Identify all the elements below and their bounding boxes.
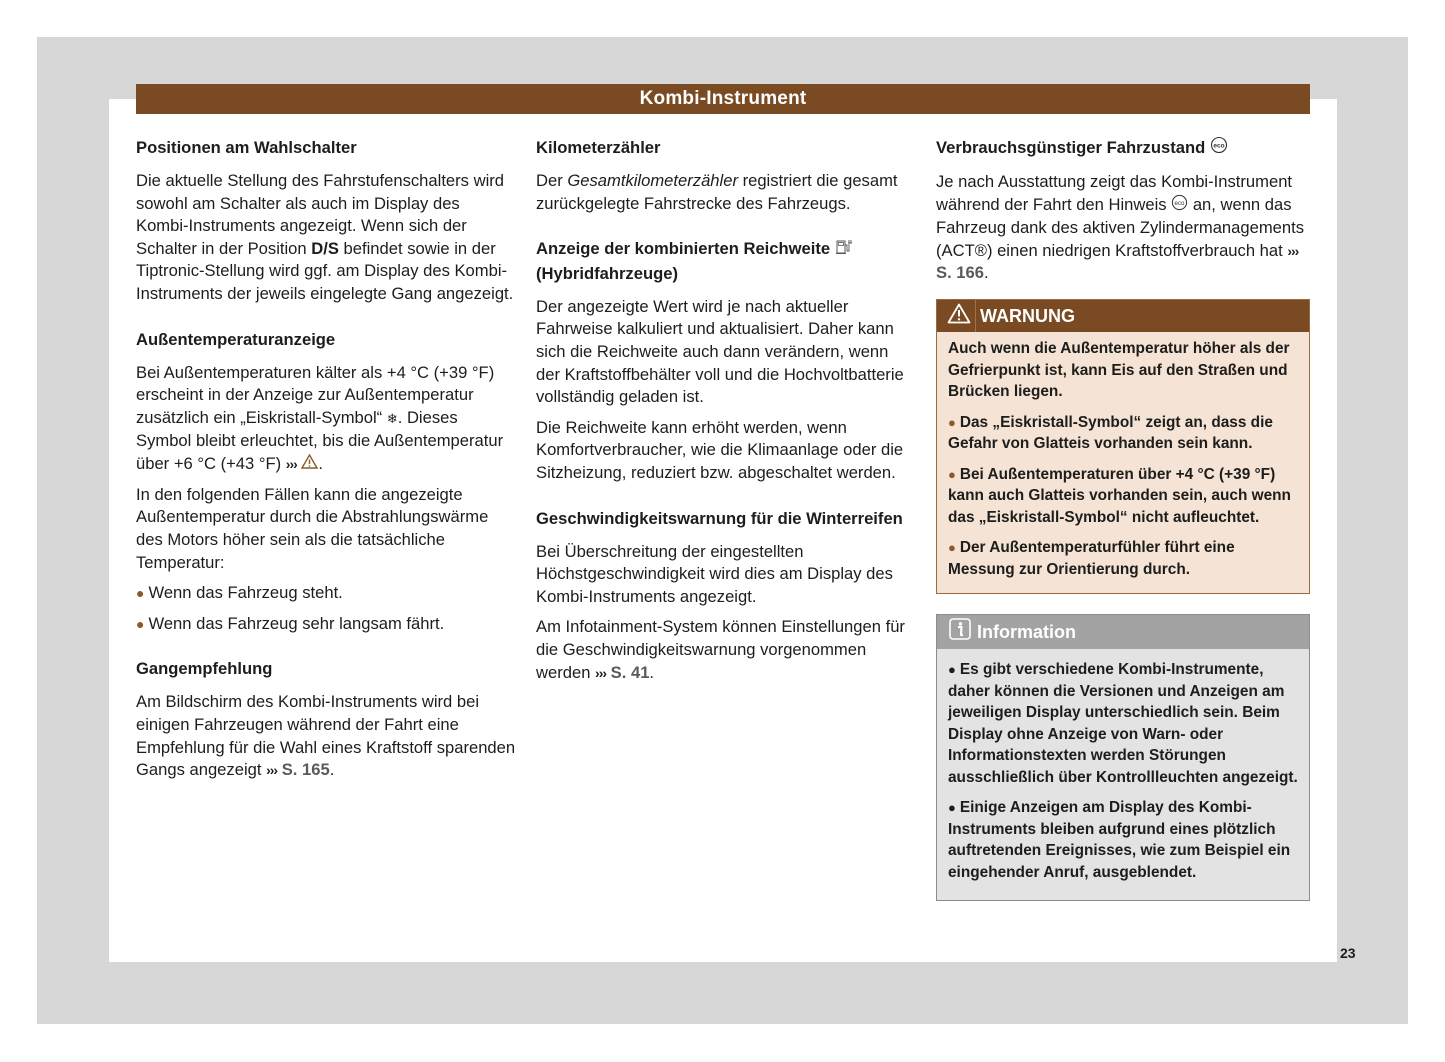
page-reference-link[interactable]: S. 166 bbox=[936, 263, 984, 283]
text: Das „Eiskristall-Symbol“ zeigt an, dass die Gefahr von Glatteis vorhanden sein kann. bbox=[948, 413, 1273, 453]
list-item bbox=[948, 537, 1298, 580]
bullet-icon: ● bbox=[948, 414, 956, 430]
term: Gesamtkilometerzähler bbox=[567, 171, 738, 190]
paragraph: Der angezeigte Wert wird je nach aktueller Fahrweise kalkuliert und aktualisiert. Daher kann sich die Reichweite auch dann verändern, wenn der Kraftstoffbehälter voll und die Hochvoltbatterie vollständig geladen ist. bbox=[536, 296, 904, 407]
text: Verbrauchsgünstiger Fahrzustand bbox=[936, 138, 1206, 157]
information-box bbox=[936, 614, 1310, 901]
text: Je nach Ausstattung zeigt das Kombi-Instrument während der Fahrt den Hinweis bbox=[936, 172, 1293, 214]
svg-text:eco: eco bbox=[1213, 142, 1225, 150]
section-wahlschalter bbox=[136, 136, 516, 306]
heading: Geschwindigkeitswarnung für die Winterreifen bbox=[536, 508, 903, 528]
gear-position-label: D/S bbox=[311, 238, 339, 258]
bullet-icon: ● bbox=[948, 540, 956, 556]
warning-intro: Auch wenn die Außentemperatur höher als der Gefrierpunkt ist, kann Eis auf den Straßen und Brücken liegen. bbox=[948, 340, 1290, 401]
heading bbox=[936, 136, 1310, 161]
bullet-icon: ● bbox=[136, 615, 145, 632]
warning-box bbox=[936, 299, 1310, 594]
text: Es gibt verschiedene Kombi-Instrumente, daher können die Versionen und Anzeigen am jeweiligen Display unterschiedlich sein. Beim Display ohne Anzeige von Warn- oder Informationstexten werden Störungen ausschließlich über Kontrollleuchten angezeigt. bbox=[948, 661, 1298, 786]
list-item bbox=[948, 797, 1298, 883]
section-aussentemperatur bbox=[136, 328, 516, 636]
list-item bbox=[136, 613, 516, 636]
text: Wenn das Fahrzeug sehr langsam fährt. bbox=[148, 613, 445, 633]
section-reichweite bbox=[536, 237, 916, 484]
text: . bbox=[649, 662, 655, 682]
text: . bbox=[983, 263, 989, 283]
page-number: 23 bbox=[1340, 945, 1356, 961]
section-kilometerzaehler bbox=[536, 136, 916, 215]
text: . Dieses Symbol bleibt erleuchtet, bis die Außentemperatur über +6 °C (+43 °F) bbox=[136, 407, 504, 473]
bullet-icon: ● bbox=[948, 800, 956, 816]
warning-title: WARNUNG bbox=[980, 305, 1075, 326]
heading bbox=[536, 237, 916, 286]
text: Bei Außentemperaturen über +4 °C (+39 °F) kann auch Glatteis vorhanden sein, auch wenn das „Eiskristall-Symbol“ nicht aufleuchtet. bbox=[948, 465, 1291, 526]
heading: Außentemperaturanzeige bbox=[136, 329, 336, 349]
column-3 bbox=[936, 136, 1310, 901]
column-1 bbox=[136, 136, 516, 804]
text: Der Außentemperaturfühler führt eine Messung zur Orientierung durch. bbox=[948, 539, 1235, 578]
bullet-icon: ● bbox=[136, 585, 145, 602]
eco-icon bbox=[1210, 136, 1228, 161]
page-reference-link[interactable]: S. 41 bbox=[610, 662, 650, 682]
section-verbrauch bbox=[936, 136, 1310, 285]
text: Anzeige der kombinierten Reichweite bbox=[536, 239, 831, 259]
text: (Hybridfahrzeuge) bbox=[536, 263, 678, 283]
text: Der bbox=[536, 171, 568, 190]
paragraph: In den folgenden Fällen kann die angezeigte Außentemperatur durch die Abstrahlungswärme des Motors höher sein als die tatsächliche Temperatur: bbox=[136, 484, 489, 572]
paragraph bbox=[936, 171, 1310, 285]
heading: Positionen am Wahlschalter bbox=[136, 138, 357, 157]
warning-triangle-icon[interactable] bbox=[301, 453, 318, 476]
info-icon bbox=[949, 618, 971, 646]
snowflake-icon: ❄ bbox=[386, 410, 398, 426]
eco-icon bbox=[1171, 194, 1188, 218]
section-gangempfehlung bbox=[136, 657, 516, 781]
text: befindet sowie in der Tiptronic-Stellung wird ggf. am Display des Kombi-Instruments der jeweils eingelegte Gang angezeigt. bbox=[136, 238, 514, 303]
reference-chevrons: ››› bbox=[1287, 242, 1299, 259]
heading: Gangempfehlung bbox=[136, 659, 273, 679]
hybrid-fuel-pump-icon bbox=[835, 238, 853, 262]
information-body bbox=[937, 649, 1309, 900]
text: an, wenn das Fahrzeug dank des aktiven Zylindermanagements (ACT®) einen niedrigen Kraftstoffverbrauch hat bbox=[936, 194, 1305, 260]
text: Am Infotainment-System können Einstellungen für die Geschwindigkeitswarnung vorgenommen werden bbox=[536, 617, 905, 682]
warning-triangle-icon bbox=[947, 303, 971, 330]
text: Bei Außentemperaturen kälter als +4 °C (+39 °F) erscheint in der Anzeige zur Außentemperatur zusätzlich ein „Eiskristall-Symbol“ bbox=[136, 362, 495, 427]
paragraph: Bei Überschreitung der eingestellten Höchstgeschwindigkeit wird dies am Display des Kombi-Instruments angezeigt. bbox=[536, 541, 893, 606]
list-item bbox=[136, 582, 516, 605]
paragraph bbox=[536, 616, 916, 684]
section-geschwindigkeitswarnung bbox=[536, 507, 916, 685]
information-header bbox=[937, 615, 1309, 649]
column-2 bbox=[536, 136, 916, 706]
svg-text:eco: eco bbox=[1174, 199, 1185, 207]
divider bbox=[975, 300, 976, 332]
section-header bbox=[136, 84, 1310, 114]
warning-body bbox=[937, 332, 1309, 593]
paragraph bbox=[536, 170, 916, 215]
text: . bbox=[329, 760, 335, 780]
reference-chevrons: ››› bbox=[285, 455, 297, 472]
paragraph bbox=[136, 691, 516, 781]
heading: Kilometerzähler bbox=[536, 138, 661, 157]
bullet-icon: ● bbox=[948, 466, 956, 482]
paragraph bbox=[136, 362, 516, 476]
text: . bbox=[318, 453, 324, 473]
page-reference-link[interactable]: S. 165 bbox=[281, 760, 330, 780]
list-item bbox=[948, 412, 1298, 455]
bullet-icon: ● bbox=[948, 662, 956, 678]
text: Wenn das Fahrzeug steht. bbox=[148, 583, 343, 603]
paragraph bbox=[136, 170, 516, 306]
warning-header bbox=[937, 300, 1309, 332]
information-title: Information bbox=[977, 621, 1076, 642]
reference-chevrons: ››› bbox=[595, 664, 607, 681]
section-title: Kombi-Instrument bbox=[639, 88, 807, 109]
text: Einige Anzeigen am Display des Kombi-Instruments bleiben aufgrund eines plötzlich auftretenden Ereignisses, wie zum Beispiel ein eingehender Anruf, ausgeblendet. bbox=[948, 799, 1291, 881]
list-item bbox=[948, 659, 1298, 788]
text: registriert die gesamt zurückgelegte Fahrstrecke des Fahrzeugs. bbox=[536, 171, 898, 213]
reference-chevrons: ››› bbox=[266, 762, 278, 779]
text: Die aktuelle Stellung des Fahrstufenschalters wird sowohl am Schalter als auch im Display des Kombi-Instruments angezeigt. Wenn sich der Schalter in der Position bbox=[136, 171, 505, 258]
list-item bbox=[948, 464, 1298, 529]
paragraph: Die Reichweite kann erhöht werden, wenn Komfortverbraucher, wie die Klimaanlage oder die Sitzheizung, reduziert bzw. abgeschaltet werden. bbox=[536, 417, 904, 482]
text: Am Bildschirm des Kombi-Instruments wird bei einigen Fahrzeugen während der Fahrt eine Empfehlung für die Wahl eines Kraftstoff sparenden Gangs angezeigt bbox=[136, 692, 516, 780]
